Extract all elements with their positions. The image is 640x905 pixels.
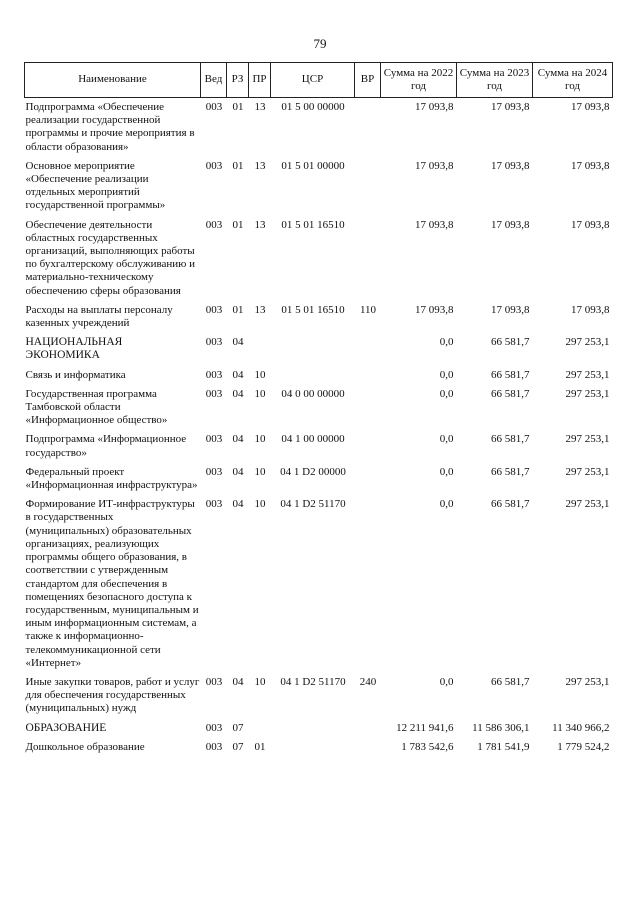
cell-sum-2022: 17 093,8 <box>415 101 454 113</box>
cell-sum-2024: 297 253,1 <box>565 465 610 478</box>
cell-pr: 13 <box>254 101 266 113</box>
table-row <box>25 366 613 385</box>
cell-pr: 10 <box>254 433 266 446</box>
cell-csr: 01 5 00 00000 <box>281 101 345 113</box>
cell-csr: 01 5 01 00000 <box>281 159 345 172</box>
cell-sum-2024: 17 093,8 <box>571 303 610 316</box>
cell-sum-2023: 17 093,8 <box>491 159 530 172</box>
cell-csr: 04 1 D2 00000 <box>280 465 346 478</box>
cell-pr <box>249 719 271 738</box>
cell-rz: 07 <box>232 740 244 753</box>
cell-ved: 003 <box>205 336 223 349</box>
cell-csr <box>271 719 355 738</box>
cell-name: Формирование ИТ-инфраструктуры в государственных (муниципальных) образовательных организациях, реализующих программы общего образования, в соответствии с утвержденным стандартом для обеспечения в помещениях безопасного доступа к государственным, муниципальным и иным информационным системам, а также к информационно-телекоммуникационной сети «Интернет» <box>25 498 199 669</box>
header-vr: ВР <box>355 63 381 98</box>
cell-csr <box>271 366 355 385</box>
cell-vr <box>355 98 381 157</box>
cell-sum-2024: 17 093,8 <box>571 159 610 172</box>
header-sum-2022: Сумма на 2022 год <box>381 63 457 98</box>
cell-sum-2024: 297 253,1 <box>565 368 610 381</box>
cell-sum-2023: 66 581,7 <box>491 675 530 688</box>
cell-ved: 003 <box>205 218 223 231</box>
cell-sum-2024: 1 779 524,2 <box>557 740 610 753</box>
table-row <box>25 333 613 365</box>
cell-pr: 10 <box>254 675 266 688</box>
cell-sum-2022: 0,0 <box>439 675 454 688</box>
header-sum-2023: Сумма на 2023 год <box>457 63 533 98</box>
cell-name: ОБРАЗОВАНИЕ <box>25 721 107 734</box>
cell-csr: 04 0 00 00000 <box>281 387 345 400</box>
cell-ved: 003 <box>205 303 223 316</box>
table-row <box>25 157 613 216</box>
cell-rz: 07 <box>232 721 244 734</box>
cell-rz: 04 <box>232 387 244 400</box>
table-row <box>25 98 613 157</box>
cell-rz: 04 <box>232 465 244 478</box>
cell-rz: 04 <box>232 433 244 446</box>
table-row <box>25 673 613 719</box>
cell-name: Иные закупки товаров, работ и услуг для обеспечения государственных (муниципальных) нужд <box>25 675 200 715</box>
cell-sum-2023: 66 581,7 <box>491 433 530 446</box>
cell-rz: 04 <box>232 336 244 349</box>
cell-name: Подпрограмма «Информационное государство» <box>25 433 187 459</box>
cell-sum-2023: 11 586 306,1 <box>472 721 530 734</box>
cell-rz: 01 <box>232 159 244 172</box>
cell-pr: 13 <box>254 303 266 316</box>
cell-sum-2024: 297 253,1 <box>565 675 610 688</box>
cell-ved: 003 <box>205 368 223 381</box>
cell-name: Дошкольное образование <box>25 740 145 753</box>
cell-sum-2024: 297 253,1 <box>565 336 610 349</box>
cell-sum-2023: 17 093,8 <box>491 303 530 316</box>
cell-vr <box>355 385 381 431</box>
cell-sum-2022: 12 211 941,6 <box>396 721 454 734</box>
cell-ved: 003 <box>205 433 223 446</box>
cell-sum-2022: 0,0 <box>439 387 454 400</box>
cell-pr: 10 <box>254 387 266 400</box>
header-csr: ЦСР <box>271 63 355 98</box>
cell-rz: 01 <box>232 218 244 231</box>
cell-rz: 01 <box>232 101 244 113</box>
cell-ved: 003 <box>205 101 223 113</box>
cell-csr: 04 1 00 00000 <box>281 433 345 446</box>
table-row <box>25 719 613 738</box>
cell-ved: 003 <box>205 498 223 511</box>
table-row <box>25 463 613 495</box>
cell-sum-2022: 17 093,8 <box>415 159 454 172</box>
cell-sum-2023: 66 581,7 <box>491 368 530 381</box>
table-row <box>25 495 613 673</box>
cell-name: НАЦИОНАЛЬНАЯ ЭКОНОМИКА <box>25 336 123 362</box>
cell-ved: 003 <box>205 675 223 688</box>
cell-sum-2023: 66 581,7 <box>491 336 530 349</box>
cell-sum-2022: 0,0 <box>439 498 454 511</box>
cell-pr: 13 <box>254 159 266 172</box>
cell-sum-2024: 11 340 966,2 <box>552 721 610 734</box>
cell-pr: 01 <box>254 740 266 753</box>
cell-name: Государственная программа Тамбовской области «Информационное общество» <box>25 387 168 427</box>
table-row <box>25 301 613 333</box>
cell-csr <box>271 333 355 365</box>
cell-rz: 04 <box>232 675 244 688</box>
cell-pr <box>249 333 271 365</box>
cell-sum-2022: 0,0 <box>439 433 454 446</box>
cell-rz: 01 <box>232 303 244 316</box>
cell-sum-2023: 17 093,8 <box>491 218 530 231</box>
budget-table <box>24 62 613 757</box>
cell-csr: 04 1 D2 51170 <box>280 498 346 511</box>
table-header-row <box>25 63 613 98</box>
table-row <box>25 216 613 301</box>
cell-name: Расходы на выплаты персоналу казенных учреждений <box>25 303 173 330</box>
cell-vr <box>355 157 381 216</box>
cell-sum-2024: 297 253,1 <box>565 433 610 446</box>
cell-name: Основное мероприятие «Обеспечение реализации отдельных мероприятий государственной программы» <box>25 159 166 212</box>
header-rz: РЗ <box>227 63 249 98</box>
cell-sum-2024: 17 093,8 <box>571 101 610 113</box>
cell-sum-2023: 66 581,7 <box>491 387 530 400</box>
cell-csr: 04 1 D2 51170 <box>280 675 346 688</box>
cell-sum-2023: 1 781 541,9 <box>477 740 530 753</box>
cell-csr: 01 5 01 16510 <box>281 303 345 316</box>
cell-pr: 13 <box>254 218 266 231</box>
cell-vr <box>355 719 381 738</box>
cell-sum-2022: 1 783 542,6 <box>401 740 454 753</box>
cell-pr: 10 <box>254 498 266 511</box>
header-name: Наименование <box>25 63 201 98</box>
cell-sum-2024: 297 253,1 <box>565 387 610 400</box>
table-row <box>25 385 613 431</box>
cell-rz: 04 <box>232 368 244 381</box>
cell-vr <box>355 366 381 385</box>
cell-vr: 240 <box>359 675 377 688</box>
cell-vr: 110 <box>359 303 377 316</box>
cell-pr: 10 <box>254 465 266 478</box>
table-row <box>25 738 613 757</box>
cell-pr: 10 <box>254 368 266 381</box>
header-sum-2024: Сумма на 2024 год <box>533 63 613 98</box>
header-ved: Вед <box>201 63 227 98</box>
cell-ved: 003 <box>205 465 223 478</box>
cell-ved: 003 <box>205 159 223 172</box>
cell-vr <box>355 216 381 301</box>
header-pr: ПР <box>249 63 271 98</box>
cell-name: Федеральный проект «Информационная инфраструктура» <box>25 465 198 492</box>
cell-sum-2024: 297 253,1 <box>565 498 610 511</box>
cell-ved: 003 <box>205 721 223 734</box>
cell-name: Обеспечение деятельности областных государственных организаций, выполняющих работы по бухгалтерскому обслуживанию и материально-техническому обеспечению сферы образования <box>25 218 196 297</box>
cell-rz: 04 <box>232 498 244 511</box>
page-number: 79 <box>313 36 327 51</box>
cell-sum-2023: 66 581,7 <box>491 465 530 478</box>
cell-csr: 01 5 01 16510 <box>281 218 345 231</box>
cell-vr <box>355 430 381 462</box>
table-row <box>25 430 613 462</box>
cell-vr <box>355 463 381 495</box>
cell-sum-2023: 17 093,8 <box>491 101 530 113</box>
cell-sum-2022: 0,0 <box>439 336 454 349</box>
cell-sum-2022: 0,0 <box>439 465 454 478</box>
cell-name: Связь и информатика <box>25 368 126 381</box>
cell-ved: 003 <box>205 387 223 400</box>
cell-csr <box>271 738 355 757</box>
cell-sum-2022: 17 093,8 <box>415 218 454 231</box>
cell-sum-2023: 66 581,7 <box>491 498 530 511</box>
cell-name: Подпрограмма «Обеспечение реализации государственной программы и прочие мероприятия в области образования» <box>25 101 195 153</box>
cell-vr <box>355 495 381 673</box>
cell-ved: 003 <box>205 740 223 753</box>
cell-vr <box>355 333 381 365</box>
cell-sum-2022: 17 093,8 <box>415 303 454 316</box>
cell-sum-2024: 17 093,8 <box>571 218 610 231</box>
cell-sum-2022: 0,0 <box>439 368 454 381</box>
cell-vr <box>355 738 381 757</box>
